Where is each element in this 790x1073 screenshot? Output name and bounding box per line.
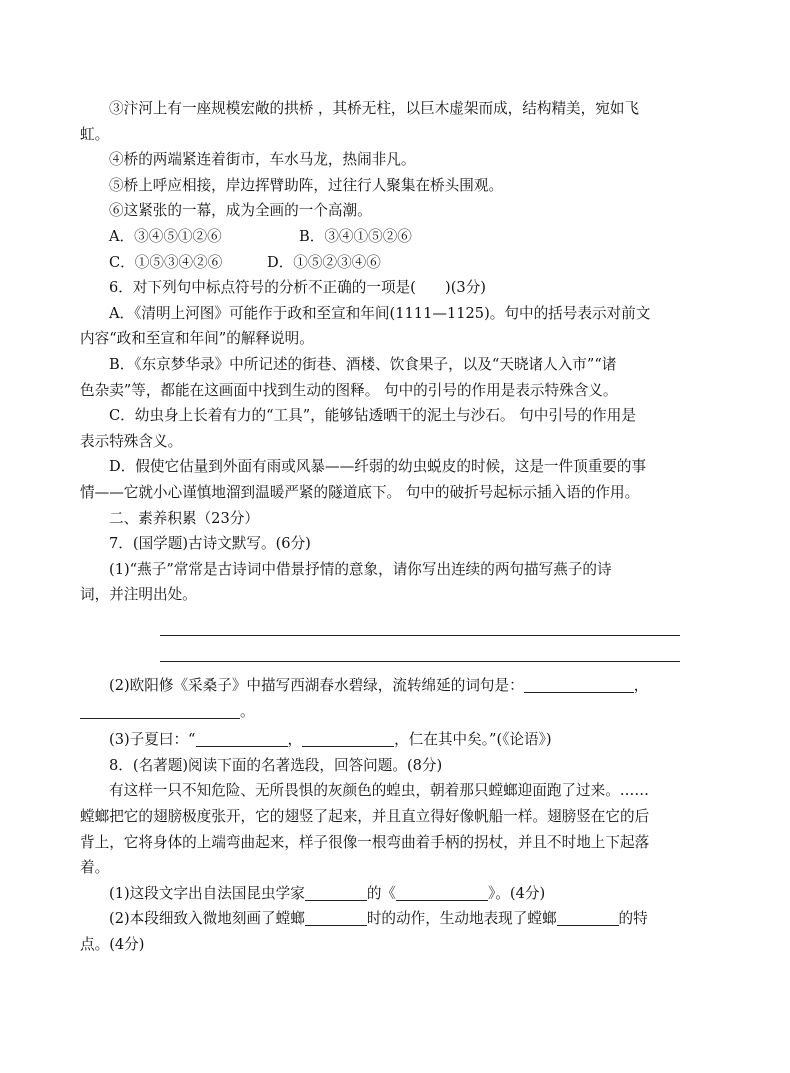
- question-6-a-line-1: A．《清明上河图》可能作于政和至宣和年间(1111—1125)。句中的括号表示对前文: [109, 304, 651, 322]
- question-7-3-text: (3)子夏曰：“: [109, 731, 196, 749]
- question-8-2-line-1: [80, 906, 700, 932]
- question-8-1-text: (1)这段文字出自法国昆虫学家: [109, 884, 305, 902]
- answer-line-2[interactable]: [160, 661, 680, 662]
- sentence-5: ⑤桥上呼应相接，岸边挥臂助阵，过往行人聚集在桥头围观。: [109, 176, 504, 194]
- answer-blank-7-3b[interactable]: [302, 730, 394, 747]
- question-8-2-text: (2)本段细致入微地刻画了螳螂: [109, 910, 305, 928]
- question-6-b-line-2: 色杂卖”等，都能在这画面中找到生动的图释。 句中的引号的作用是表示特殊含义。: [80, 381, 618, 399]
- question-7-3: [80, 727, 700, 753]
- question-8-2-tail: 的特: [618, 910, 648, 928]
- question-8-1-tail: 》。(4分): [488, 884, 546, 902]
- question-8-1-mid: 的《: [366, 884, 397, 902]
- question-8-1: [80, 881, 700, 907]
- passage-line-2: 螳螂把它的翅膀极度张开，它的翅竖了起来，并且直立得好像帆船一样。翅膀竖在它的后: [80, 807, 650, 825]
- comma: ，: [633, 677, 649, 694]
- question-6-c-line-1: C．幼虫身上长着有力的“工具”，能够钻透晒干的泥土与沙石。 句中引号的作用是: [109, 407, 636, 425]
- question-7-1-line-1: (1)“燕子”常常是古诗词中借景抒情的意象，请你写出连续的两句描写燕子的诗: [109, 560, 612, 578]
- passage-line-1: 有这样一只不知危险、无所畏惧的灰颜色的蝗虫，朝着那只螳螂迎面跑了过来。……: [109, 782, 649, 800]
- option-b: B．③④①⑤②⑥: [299, 227, 412, 245]
- comma: ，: [287, 731, 303, 749]
- document-content: [80, 96, 700, 608]
- question-7-2-line-1: [80, 673, 700, 699]
- question-6-a-line-2: 内容“政和至宣和年间”的解释说明。: [80, 330, 314, 348]
- answer-blank-8-1b[interactable]: [396, 884, 488, 901]
- question-6-d-line-1: D．假使它估量到外面有雨或风暴——纤弱的幼虫蜕皮的时候，这是一件顶重要的事: [109, 458, 647, 476]
- passage-line-3: 背上，它将身体的上端弯曲起来，样子很像一根弯曲着手柄的拐杖，并且不时地上下起落: [80, 833, 650, 851]
- question-7-1-line-2: 词，并注明出处。: [80, 586, 197, 604]
- question-6: 6．对下列句中标点符号的分析不正确的一项是( )(3分): [109, 279, 487, 297]
- sentence-3-line-1: ③汴河上有一座规模宏敞的拱桥 ，其桥无柱，以巨木虚架而成，结构精美，宛如飞: [109, 100, 640, 117]
- answer-blank-8-1a[interactable]: [305, 884, 367, 901]
- sentence-6: ⑥这紧张的一幕，成为全画的一个高潮。: [109, 202, 372, 220]
- question-8: 8．(名著题)阅读下面的名著选段，回答问题。(8分): [109, 756, 443, 774]
- question-7-2-text: (2)欧阳修《采桑子》中描写西湖春水碧绿，流转绵延的词句是：: [109, 677, 524, 694]
- question-6-d-line-2: 情——它就小心谨慎地溜到温暖严紧的隧道底下。 句中的破折号起标示插入语的作用。: [80, 483, 640, 501]
- option-d: D．①⑤②③④⑥: [267, 253, 381, 271]
- passage-line-4: 着。: [80, 859, 110, 877]
- question-6-c-line-2: 表示特殊含义。: [80, 432, 183, 450]
- options-row-2: [80, 250, 700, 276]
- answer-blank-7-2b[interactable]: [80, 702, 240, 719]
- option-c: C．①⑤③④②⑥: [109, 253, 223, 271]
- period: 。: [240, 702, 255, 720]
- options-row-1: [80, 224, 700, 250]
- sentence-3-line-2: 虹。: [80, 125, 110, 143]
- question-8-2-mid: 时的动作，生动地表现了螳螂: [366, 910, 557, 928]
- document-content-lower: [80, 673, 700, 958]
- question-7: 7．(国学题)古诗文默写。(6分): [109, 535, 311, 553]
- question-7-3-tail: ，仁在其中矣。”(《论语》): [394, 731, 552, 749]
- option-a: A．③④⑤①②⑥: [109, 227, 222, 245]
- answer-blank-7-2a[interactable]: [524, 676, 634, 693]
- question-7-2-line-2: [80, 699, 700, 725]
- answer-blank-8-2a[interactable]: [305, 909, 367, 926]
- answer-blank-8-2b[interactable]: [557, 909, 619, 926]
- answer-line-1[interactable]: [160, 635, 680, 636]
- sentence-4: ④桥的两端紧连着街市，车水马龙，热闹非凡。: [109, 151, 416, 169]
- question-6-b-line-1: B．《东京梦华录》中所记述的街巷、酒楼、饮食果子，以及“天晓诸人入市”“诸: [109, 355, 617, 373]
- answer-blank-7-3a[interactable]: [196, 730, 288, 747]
- section-2-heading: 二、素养积累（23分）: [109, 509, 259, 527]
- question-8-2-line-2: 点。(4分): [80, 935, 145, 953]
